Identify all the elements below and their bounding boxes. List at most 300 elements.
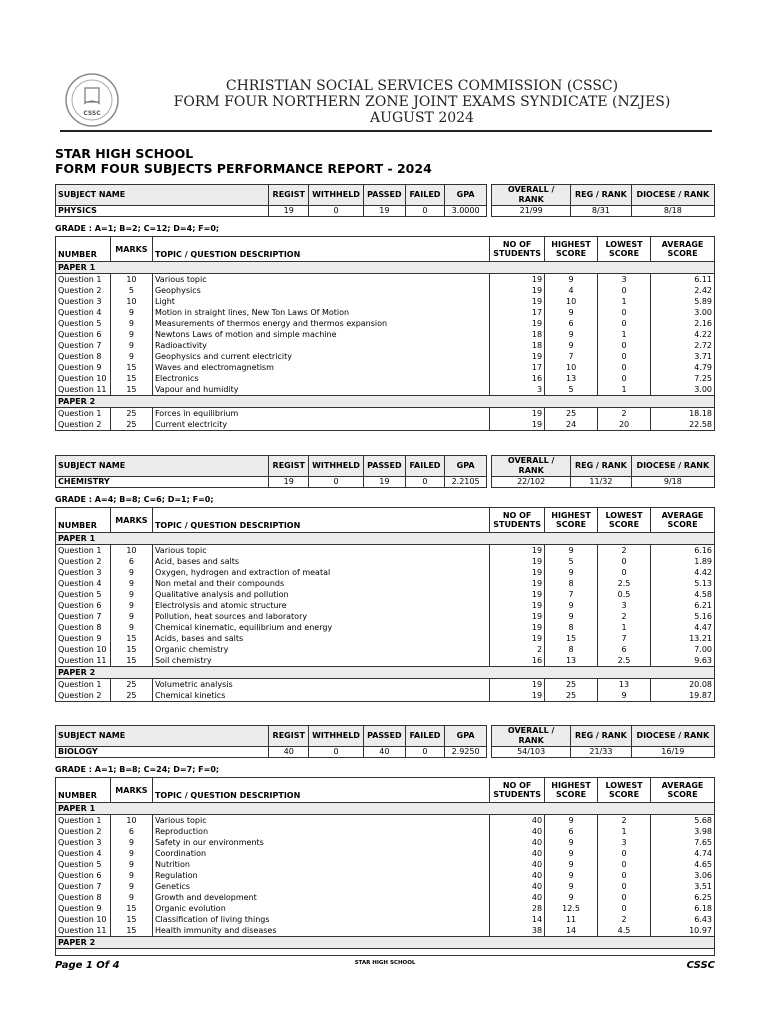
table-row (56, 589, 715, 600)
question-number: Question 9 (56, 633, 111, 644)
highest-score: 9 (545, 340, 598, 351)
question-number: Question 4 (56, 848, 111, 859)
table-row (56, 351, 715, 362)
lowest-score: 3 (598, 600, 651, 611)
subject-section-physics (55, 184, 715, 431)
question-topic: Motion in straight lines, New Ton Laws Of Motion (152, 307, 489, 318)
lowest-header-line: LOWEST (605, 511, 643, 520)
question-marks: 9 (110, 318, 152, 329)
lowest-score: 0 (598, 556, 651, 567)
diocese-rank-value: 16/19 (631, 747, 714, 758)
question-topic: Acids, bases and salts (152, 633, 489, 644)
average-score: 4.42 (651, 567, 715, 578)
lowest-score: 2 (598, 545, 651, 557)
question-topic: Newtons Laws of motion and simple machine (152, 329, 489, 340)
question-topic: Acid, bases and salts (152, 556, 489, 567)
lowest-header-line: LOWEST (605, 240, 643, 249)
average-score: 6.43 (651, 914, 715, 925)
average-score: 10.97 (651, 925, 715, 937)
topic-header (152, 778, 489, 803)
highest-header (545, 778, 598, 803)
table-row (56, 567, 715, 578)
regist-value: 19 (269, 477, 309, 488)
number-header-line: NUMBER (58, 250, 97, 259)
grade-distribution: GRADE : A=1; B=8; C=24; D=7; F=0; (55, 765, 220, 774)
topic-header-line: TOPIC / QUESTION DESCRIPTION (154, 250, 301, 259)
highest-score: 13 (545, 373, 598, 384)
table-row (56, 914, 715, 925)
highest-score: 25 (545, 408, 598, 420)
paper-label: PAPER 1 (56, 803, 715, 815)
report-heading (55, 146, 432, 176)
table-row (56, 600, 715, 611)
question-topic: Genetics (152, 881, 489, 892)
question-number: Question 5 (56, 859, 111, 870)
student-count: 3 (490, 384, 545, 396)
average-header-line: SCORE (667, 790, 698, 799)
students-header-line: NO OF (502, 781, 532, 790)
table-row (56, 837, 715, 848)
student-count: 19 (490, 274, 545, 286)
paper-row (56, 803, 715, 815)
header-line-3: AUGUST 2024 (370, 110, 474, 126)
students-header (490, 778, 545, 803)
highest-score: 25 (545, 690, 598, 702)
lowest-score: 0 (598, 903, 651, 914)
highest-score: 9 (545, 870, 598, 881)
subject-name-header: SUBJECT NAME (56, 726, 269, 747)
question-marks: 25 (110, 679, 152, 691)
highest-score: 10 (545, 296, 598, 307)
question-marks: 9 (110, 567, 152, 578)
table-row (56, 340, 715, 351)
question-marks: 9 (110, 578, 152, 589)
lowest-score: 0 (598, 318, 651, 329)
question-topic: Organic chemistry (152, 644, 489, 655)
question-topic: Nutrition (152, 859, 489, 870)
highest-header (545, 508, 598, 533)
withheld-header: WITHHELD (309, 456, 364, 477)
withheld-value: 0 (309, 206, 364, 217)
average-score: 6.16 (651, 545, 715, 557)
question-topic: Qualitative analysis and pollution (152, 589, 489, 600)
lowest-score: 2 (598, 815, 651, 827)
question-number: Question 8 (56, 622, 111, 633)
paper-row (56, 937, 715, 949)
table-row (56, 690, 715, 702)
passed-header: PASSED (364, 185, 406, 206)
highest-score: 4 (545, 285, 598, 296)
student-count: 38 (490, 925, 545, 937)
question-marks: 15 (110, 914, 152, 925)
table-row (56, 296, 715, 307)
passed-value: 40 (364, 747, 406, 758)
lowest-score: 1 (598, 384, 651, 396)
question-number: Question 1 (56, 408, 111, 420)
overall-rank-value: 21/99 (492, 206, 571, 217)
highest-score: 12.5 (545, 903, 598, 914)
highest-score: 10 (545, 362, 598, 373)
student-count: 19 (490, 690, 545, 702)
student-count: 19 (490, 351, 545, 362)
lowest-header (598, 778, 651, 803)
question-marks: 9 (110, 859, 152, 870)
question-topic: Safety in our environments (152, 837, 489, 848)
table-row (56, 373, 715, 384)
question-topic: Vapour and humidity (152, 384, 489, 396)
question-marks: 15 (110, 644, 152, 655)
highest-score: 5 (545, 384, 598, 396)
regist-header: REGIST (269, 726, 309, 747)
paper-label: PAPER 2 (56, 396, 715, 408)
failed-header: FAILED (405, 726, 445, 747)
student-count: 17 (490, 362, 545, 373)
average-score: 6.21 (651, 600, 715, 611)
student-count: 40 (490, 859, 545, 870)
average-header-line: AVERAGE (661, 511, 704, 520)
question-marks: 5 (110, 285, 152, 296)
lowest-header (598, 508, 651, 533)
question-topic: Geophysics (152, 285, 489, 296)
student-count: 19 (490, 408, 545, 420)
marks-header (110, 508, 152, 533)
reg-rank-value: 11/32 (571, 477, 631, 488)
paper-label: PAPER 2 (56, 937, 715, 949)
number-header (56, 237, 111, 262)
overall-rank-value: 22/102 (492, 477, 571, 488)
subject-name-value: BIOLOGY (56, 747, 269, 758)
question-marks: 10 (110, 296, 152, 307)
question-marks: 9 (110, 340, 152, 351)
highest-header-line: HIGHEST (551, 781, 591, 790)
highest-score: 11 (545, 914, 598, 925)
question-detail-table (55, 777, 715, 956)
gpa-value: 2.9250 (445, 747, 487, 758)
average-score: 7.25 (651, 373, 715, 384)
question-marks: 9 (110, 870, 152, 881)
question-marks: 9 (110, 589, 152, 600)
average-score: 3.00 (651, 307, 715, 318)
student-count: 18 (490, 340, 545, 351)
highest-score: 9 (545, 815, 598, 827)
number-header-line: NUMBER (58, 521, 97, 530)
table-row (56, 655, 715, 667)
question-topic: Pollution, heat sources and laboratory (152, 611, 489, 622)
lowest-score: 7 (598, 633, 651, 644)
question-number: Question 11 (56, 655, 111, 667)
average-header-line: SCORE (667, 249, 698, 258)
student-count: 40 (490, 837, 545, 848)
lowest-score: 0 (598, 892, 651, 903)
question-number: Question 10 (56, 914, 111, 925)
student-count: 19 (490, 296, 545, 307)
average-score: 7.00 (651, 644, 715, 655)
table-row (56, 362, 715, 373)
empty-row (56, 949, 715, 956)
number-header (56, 778, 111, 803)
question-number: Question 6 (56, 329, 111, 340)
lowest-score: 0 (598, 307, 651, 318)
highest-score: 9 (545, 600, 598, 611)
school-name: STAR HIGH SCHOOL (55, 146, 194, 161)
report-header (60, 70, 712, 132)
paper-row (56, 396, 715, 408)
detail-header-row (56, 778, 715, 803)
diocese-rank-header: DIOCESE / RANK (631, 726, 714, 747)
highest-header (545, 237, 598, 262)
question-topic: Health immunity and diseases (152, 925, 489, 937)
failed-value: 0 (405, 477, 445, 488)
subject-name-value: CHEMISTRY (56, 477, 269, 488)
table-row (56, 285, 715, 296)
lowest-score: 20 (598, 419, 651, 431)
overall-rank-header: OVERALL / RANK (492, 456, 571, 477)
question-number: Question 7 (56, 340, 111, 351)
highest-header-line: SCORE (556, 790, 587, 799)
table-row (56, 881, 715, 892)
footer-org: CSSC (686, 960, 715, 971)
gpa-header: GPA (445, 726, 487, 747)
subject-name-value: PHYSICS (56, 206, 269, 217)
average-score: 19.87 (651, 690, 715, 702)
student-count: 18 (490, 329, 545, 340)
student-count: 40 (490, 815, 545, 827)
question-number: Question 3 (56, 837, 111, 848)
question-marks: 6 (110, 826, 152, 837)
question-topic: Classification of living things (152, 914, 489, 925)
question-marks: 9 (110, 892, 152, 903)
students-header-line: NO OF (502, 240, 532, 249)
table-row (56, 419, 715, 431)
student-count: 40 (490, 870, 545, 881)
subject-name-header: SUBJECT NAME (56, 456, 269, 477)
question-topic: Various topic (152, 815, 489, 827)
topic-header-line: TOPIC / QUESTION DESCRIPTION (154, 791, 301, 800)
question-marks: 6 (110, 556, 152, 567)
header-title (132, 78, 712, 126)
highest-score: 14 (545, 925, 598, 937)
student-count: 40 (490, 848, 545, 859)
lowest-score: 1 (598, 826, 651, 837)
student-count: 17 (490, 307, 545, 318)
grade-distribution: GRADE : A=4; B=8; C=6; D=1; F=0; (55, 495, 214, 504)
table-row (56, 556, 715, 567)
question-topic: Organic evolution (152, 903, 489, 914)
average-score: 5.89 (651, 296, 715, 307)
summary-header-row (56, 185, 715, 206)
question-number: Question 10 (56, 644, 111, 655)
subject-section-biology (55, 725, 715, 956)
highest-score: 6 (545, 318, 598, 329)
highest-score: 25 (545, 679, 598, 691)
subject-summary-table (55, 455, 715, 488)
student-count: 19 (490, 589, 545, 600)
question-number: Question 2 (56, 419, 111, 431)
question-marks: 10 (110, 815, 152, 827)
question-topic: Electronics (152, 373, 489, 384)
table-row (56, 622, 715, 633)
table-row (56, 318, 715, 329)
question-marks: 9 (110, 881, 152, 892)
regist-value: 19 (269, 206, 309, 217)
student-count: 19 (490, 578, 545, 589)
question-topic: Electrolysis and atomic structure (152, 600, 489, 611)
number-header-line: NUMBER (58, 791, 97, 800)
question-marks: 9 (110, 307, 152, 318)
student-count: 40 (490, 881, 545, 892)
question-topic: Volumetric analysis (152, 679, 489, 691)
highest-score: 9 (545, 859, 598, 870)
average-header (651, 237, 715, 262)
table-row (56, 870, 715, 881)
failed-value: 0 (405, 747, 445, 758)
average-score: 13.21 (651, 633, 715, 644)
subject-summary-table (55, 725, 715, 758)
average-score: 9.63 (651, 655, 715, 667)
paper-label: PAPER 1 (56, 262, 715, 274)
gpa-value: 2.2105 (445, 477, 487, 488)
question-marks: 10 (110, 545, 152, 557)
question-number: Question 10 (56, 373, 111, 384)
page-number: Page 1 Of 4 (55, 960, 120, 971)
question-topic: Measurements of thermos energy and thermos expansion (152, 318, 489, 329)
highest-score: 7 (545, 589, 598, 600)
marks-header-line: MARKS (115, 244, 148, 254)
highest-header-line: HIGHEST (551, 511, 591, 520)
table-row (56, 274, 715, 286)
diocese-rank-header: DIOCESE / RANK (631, 456, 714, 477)
average-header (651, 508, 715, 533)
withheld-value: 0 (309, 477, 364, 488)
question-marks: 9 (110, 848, 152, 859)
lowest-score: 0 (598, 881, 651, 892)
student-count: 19 (490, 679, 545, 691)
diocese-rank-header: DIOCESE / RANK (631, 185, 714, 206)
overall-rank-header: OVERALL / RANK (492, 185, 571, 206)
topic-header (152, 508, 489, 533)
topic-header-line: TOPIC / QUESTION DESCRIPTION (154, 521, 301, 530)
average-score: 3.98 (651, 826, 715, 837)
students-header-line: STUDENTS (493, 520, 541, 529)
question-number: Question 4 (56, 578, 111, 589)
gpa-header: GPA (445, 185, 487, 206)
average-header-line: AVERAGE (661, 240, 704, 249)
diocese-rank-value: 8/18 (631, 206, 714, 217)
average-score: 6.18 (651, 903, 715, 914)
question-marks: 15 (110, 362, 152, 373)
average-score: 5.68 (651, 815, 715, 827)
average-score: 2.16 (651, 318, 715, 329)
gpa-header: GPA (445, 456, 487, 477)
highest-score: 8 (545, 622, 598, 633)
paper-row (56, 262, 715, 274)
question-number: Question 6 (56, 870, 111, 881)
average-header (651, 778, 715, 803)
question-number: Question 1 (56, 815, 111, 827)
highest-header-line: SCORE (556, 520, 587, 529)
lowest-score: 0 (598, 848, 651, 859)
lowest-score: 0 (598, 351, 651, 362)
summary-header-row (56, 456, 715, 477)
question-number: Question 1 (56, 274, 111, 286)
failed-value: 0 (405, 206, 445, 217)
average-score: 22.58 (651, 419, 715, 431)
average-header-line: SCORE (667, 520, 698, 529)
question-marks: 15 (110, 903, 152, 914)
marks-header-line: MARKS (115, 515, 148, 525)
marks-header-line: MARKS (115, 785, 148, 795)
lowest-score: 0.5 (598, 589, 651, 600)
average-score: 7.65 (651, 837, 715, 848)
average-score: 3.51 (651, 881, 715, 892)
question-marks: 25 (110, 690, 152, 702)
reg-rank-header: REG / RANK (571, 726, 631, 747)
students-header-line: STUDENTS (493, 249, 541, 258)
student-count: 19 (490, 545, 545, 557)
student-count: 2 (490, 644, 545, 655)
question-marks: 10 (110, 274, 152, 286)
average-score: 4.74 (651, 848, 715, 859)
question-number: Question 2 (56, 826, 111, 837)
lowest-score: 2 (598, 914, 651, 925)
table-row (56, 611, 715, 622)
students-header-line: STUDENTS (493, 790, 541, 799)
highest-score: 9 (545, 892, 598, 903)
student-count: 40 (490, 892, 545, 903)
lowest-score: 9 (598, 690, 651, 702)
average-score: 4.79 (651, 362, 715, 373)
question-marks: 9 (110, 329, 152, 340)
question-topic: Growth and development (152, 892, 489, 903)
question-number: Question 5 (56, 589, 111, 600)
table-row (56, 815, 715, 827)
question-number: Question 2 (56, 690, 111, 702)
paper-row (56, 667, 715, 679)
question-number: Question 6 (56, 600, 111, 611)
passed-value: 19 (364, 206, 406, 217)
lowest-score: 0 (598, 859, 651, 870)
highest-score: 9 (545, 881, 598, 892)
topic-header (152, 237, 489, 262)
highest-score: 6 (545, 826, 598, 837)
average-score: 4.65 (651, 859, 715, 870)
gpa-value: 3.0000 (445, 206, 487, 217)
overall-rank-value: 54/103 (492, 747, 571, 758)
table-row (56, 329, 715, 340)
question-number: Question 11 (56, 925, 111, 937)
question-number: Question 2 (56, 285, 111, 296)
question-topic: Reproduction (152, 826, 489, 837)
question-topic: Coordination (152, 848, 489, 859)
question-marks: 25 (110, 408, 152, 420)
average-header-line: AVERAGE (661, 781, 704, 790)
question-topic: Chemical kinetics (152, 690, 489, 702)
table-row (56, 859, 715, 870)
question-detail-table (55, 507, 715, 702)
highest-score: 9 (545, 567, 598, 578)
highest-score: 9 (545, 611, 598, 622)
student-count: 14 (490, 914, 545, 925)
question-number: Question 9 (56, 903, 111, 914)
table-row (56, 545, 715, 557)
average-score: 2.72 (651, 340, 715, 351)
highest-score: 13 (545, 655, 598, 667)
question-topic: Radioactivity (152, 340, 489, 351)
question-topic: Non metal and their compounds (152, 578, 489, 589)
question-marks: 9 (110, 600, 152, 611)
highest-score: 8 (545, 644, 598, 655)
table-row (56, 679, 715, 691)
